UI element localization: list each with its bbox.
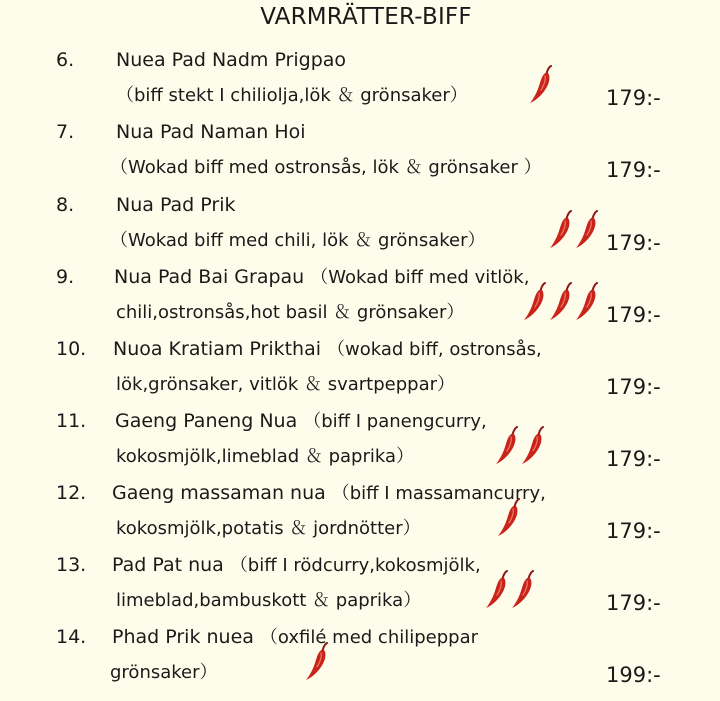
menu-item (0, 406, 720, 478)
menu-item-name: Gaeng massaman nua (112, 482, 326, 504)
menu-item (0, 622, 720, 694)
menu-item-number: 6. (56, 49, 75, 71)
menu-item (0, 117, 720, 189)
menu-item-price: 179:- (606, 86, 661, 110)
spice-level (548, 210, 600, 250)
chili-pepper-icon (528, 65, 554, 105)
menu-item-description: （biff I massamancurry, (331, 483, 546, 504)
menu-item-price: 179:- (606, 519, 661, 543)
menu-item-name: Nua Pad Prik (116, 194, 236, 216)
menu-title: VARMRÄTTER-BIFF (260, 4, 472, 30)
menu-item-description: limeblad,bambuskott ＆ paprika） (116, 590, 422, 611)
chili-pepper-icon (574, 282, 600, 322)
menu-item-number: 7. (56, 121, 75, 143)
spice-level (304, 642, 330, 682)
chili-pepper-icon (548, 282, 574, 322)
chili-pepper-icon (510, 570, 536, 610)
menu-item (0, 262, 720, 334)
chili-pepper-icon (484, 570, 510, 610)
menu-item-description: （wokad biff, ostronsås, (327, 339, 542, 360)
menu-item-number: 14. (56, 626, 87, 648)
menu-item-price: 179:- (606, 447, 661, 471)
menu-item (0, 550, 720, 622)
menu-item-name: Pad Pat nua (112, 554, 224, 576)
menu-item-description: （biff I panengcurry, (303, 411, 487, 432)
menu-item-price: 199:- (606, 663, 661, 687)
menu-item-name: Nuea Pad Nadm Prigpao (116, 49, 347, 71)
menu-item-description: （biff stekt I chiliolja,lök ＆ grönsaker） (116, 85, 468, 106)
menu-item-name: Nua Pad Bai Grapau (114, 266, 305, 288)
menu-item-price: 179:- (606, 231, 661, 255)
menu-item-number: 8. (56, 194, 75, 216)
menu-item-description: （biff I rödcurry,kokosmjölk, (229, 555, 481, 576)
menu-item (0, 478, 720, 550)
chili-pepper-icon (494, 426, 520, 466)
menu-item-price: 179:- (606, 375, 661, 399)
menu-item-description: lök,grönsaker, vitlök ＆ svartpeppar） (116, 374, 456, 395)
spice-level (484, 570, 536, 610)
menu-item-name: Gaeng Paneng Nua (115, 410, 298, 432)
menu-item-name: Phad Prik nuea (112, 626, 254, 648)
menu-item-name: Nua Pad Naman Hoi (116, 121, 306, 143)
menu-item-number: 9. (56, 266, 75, 288)
menu-item (0, 45, 720, 117)
menu-item-description: kokosmjölk,limeblad ＆ paprika） (116, 446, 415, 467)
menu-item-description: chili,ostronsås,hot basil ＆ grönsaker） (116, 302, 465, 323)
menu-item-price: 179:- (606, 591, 661, 615)
menu-item-name: Nuoa Kratiam Prikthai (113, 338, 322, 360)
menu-item-description: grönsaker） (110, 662, 218, 683)
menu-item-description: （oxfilé med chilipeppar (259, 627, 479, 648)
menu-item-price: 179:- (606, 158, 661, 182)
chili-pepper-icon (522, 282, 548, 322)
chili-pepper-icon (304, 642, 330, 682)
chili-pepper-icon (548, 210, 574, 250)
chili-pepper-icon (520, 426, 546, 466)
spice-level (522, 282, 600, 322)
menu-item-description: （Wokad biff med vitlök, (310, 267, 530, 288)
spice-level (528, 65, 554, 105)
spice-level (496, 498, 522, 538)
menu-item-description: （Wokad biff med ostronsås, lök ＆ grönsaker ） (110, 157, 542, 178)
menu-item-price: 179:- (606, 303, 661, 327)
menu-item-number: 12. (56, 482, 87, 504)
chili-pepper-icon (574, 210, 600, 250)
menu-item (0, 190, 720, 262)
chili-pepper-icon (496, 498, 522, 538)
menu-item-description: kokosmjölk,potatis ＆ jordnötter） (116, 518, 421, 539)
menu-item-number: 11. (56, 410, 87, 432)
menu-item-number: 13. (56, 554, 87, 576)
menu-item-description: （Wokad biff med chili, lök ＆ grönsaker） (110, 230, 486, 251)
menu-item-number: 10. (56, 338, 87, 360)
spice-level (494, 426, 546, 466)
menu-item (0, 334, 720, 406)
